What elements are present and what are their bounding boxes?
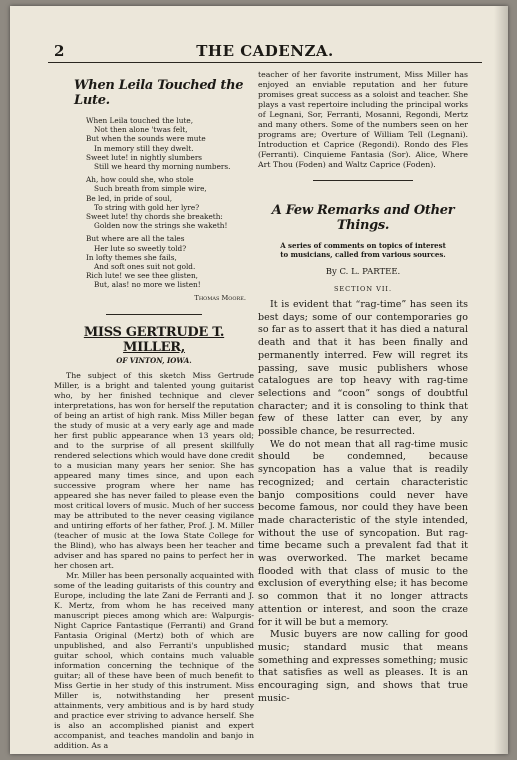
poem-line: Not then alone 'twas felt, [94,125,188,135]
poem-line: Be led, in pride of soul, [86,193,173,203]
article-subtitle: A series of comments on topics of interest to musicians, called from various sources. [280,241,446,259]
article-paragraph: We do not mean that all rag-time music should be condemned, because syncopation has a value that is readily recognized; and certain characteristic banjo compositions could never have become famous, nor could they have been made characteristic of the style intended, without the use of syncopation. But rag-time became such a prevalent fad that it was overworked. The market became flooded with that class of music to the exclusion of everything else; it has become so common that it no longer attracts attention or interest, and soon the craze for it will be but a memory. [258,438,468,628]
article-title: A Few Remarks and Other Things. [271,203,455,233]
poem-line: Such breath from simple wire, [94,184,207,194]
poem-line: Sweet lute! in nightly slumbers [86,152,203,162]
poem-line: Her lute so sweetly told? [94,243,187,253]
poem-line: Ah, how could she, who stole [86,175,194,185]
poem-line: Still we heard thy morning numbers. [94,162,231,172]
profile-paragraph: The subject of this sketch Miss Gertrude Miller, is a bright and talented young guitarist who, by her finished technique and clever interpretations, has won for herself the reputation of being an artist of high rank. Miss Miller began the study of music at a very early age and made her first public appearance when 13 years old; and to the surprise of all present skillfully rendered selections which would have done credit to a musician many years her senior. She has appeared many times since, and upon each successive program where her name has appeared she has never failed to please even the most critical lovers of music. Much of her success may be attributed to the never ceasing vigilance and untiring efforts of her father, Prof. J. M. Miller (teacher of music at the Iowa State College for the Blind), who has always been her teacher and adviser and has spared no pains to perfect her in her chosen art. [54,370,254,570]
section-heading: SECTION VII. [333,285,393,293]
profile-paragraph: teacher of her favorite instrument, Miss Miller has enjoyed an enviable reputation and her future promises great success as a soloist and teacher. She plays a vast repertoire including the principal works of Legnani, Sor, Ferranti, Mosanni, Regondi, Mertz and many others. Some of the numbers seen on her programs are; Overture of William Tell (Legnani). Introduction et Caprice (Regondi). Rondo des Fles (Ferranti). Cinquieme Fantasia (Sor). Alice, Where Art Thou (Foden) and Waltz Caprice (Foden). [258,70,468,169]
poem-line: But where are all the tales [86,234,185,244]
poem-line: To string with gold her lyre? [94,202,200,212]
poem-line: But, alas! no more we listen! [94,280,201,290]
poem-author: Thomas Moore. [194,293,246,302]
poem-line: In lofty themes she fails, [86,252,177,262]
poem-title: When Leila Touched the Lute. [74,78,244,108]
poem-stanza [86,175,254,230]
article-paragraph: It is evident that “rag-time” has seen its best days; some of our contemporaries go so far as to assert that it has died a natural death and that it has been finally and permanently interred. Few will regret its passing, save music publishers whose catalogues are top heavy with rag-time selections and “coon” songs of doubtful character; and it is consoling to think that few of these latter can ever, by any possible chance, be resurrected. [258,299,468,438]
left-column [54,70,254,751]
magazine-page [10,6,508,754]
poem-line: And soft ones suit not gold. [94,262,196,272]
section-divider [106,314,202,315]
poem-line: In memory still they dwelt. [94,143,194,153]
right-column [258,70,468,706]
profile-place: OF VINTON, IOWA. [116,355,192,365]
profile-continuation [258,70,468,170]
article-byline: By C. L. PARTEE. [325,267,401,277]
poem-line: Sweet lute! thy chords she breaketh: [86,212,223,222]
running-title: THE CADENZA. [196,42,334,60]
page-edge-shadow [494,6,508,754]
poem-line: When Leila touched the lute, [86,116,194,125]
poem-body [54,116,254,302]
article-body [258,299,468,706]
poem-line: But when the sounds were mute [86,134,206,144]
poem-line: Rich lute! we see thee glisten, [86,271,198,281]
section-divider [313,180,413,181]
article-paragraph: Music buyers are now calling for good music; standard music that means something and expresses something; music that satisfies as well as pleases. It is an encouraging sign, and shows that true music- [258,629,468,704]
profile-paragraph: Mr. Miller has been personally acquainted with some of the leading guitarists of this country and Europe, including the late Zani de Ferranti and J. K. Mertz, from whom he has received many manuscript pieces among which are: Walpurgis-Night Caprice Fantastique (Ferranti) and Grand Fantasia Original (Mertz) both of which are unpublished, and also Ferranti's unpublished guitar school, which contains much valuable information concerning the technique of the guitar; all of these have been of much benefit to Miss Gertie in her study of this instrument. Miss Miller is, notwithstanding her present attainments, very ambitious and is by hard study and practice ever striving to advance herself. She is also an accomplished pianist and expert accompanist, and teaches mandolin and banjo in addition. As a [54,570,254,750]
page-number: 2 [54,42,65,60]
profile-title: MISS GERTRUDE T. MILLER, [83,324,225,355]
poem-stanza [86,116,254,171]
poem-line: Golden now the strings she waketh! [94,221,228,231]
page-header [48,42,482,63]
poem-stanza [86,234,254,289]
profile-body [54,371,254,751]
